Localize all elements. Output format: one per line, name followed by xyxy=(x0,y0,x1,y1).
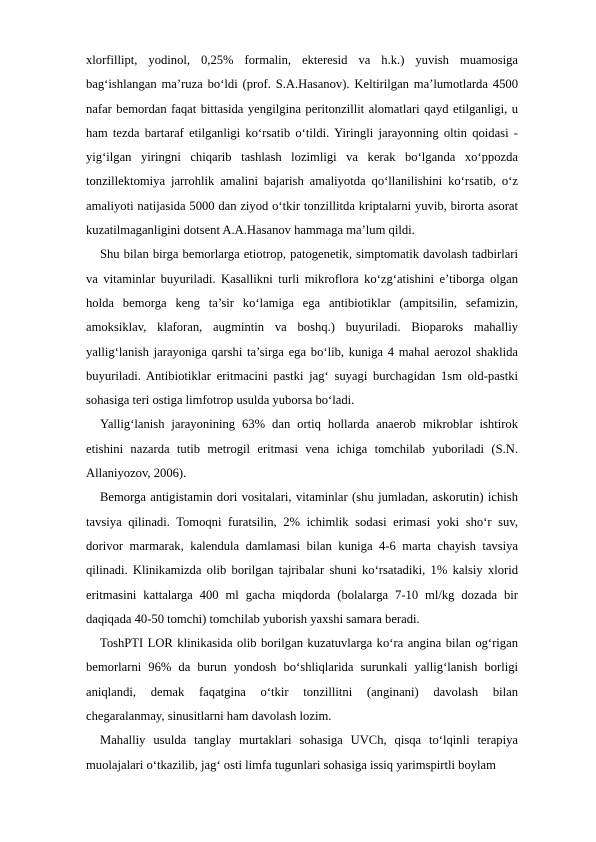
document-page xyxy=(86,48,518,777)
paragraph-6: Mahalliy usulda tanglay murtaklari sohasiga UVCh, qisqa to‘lqinli terapiya muolajalari o‘tkazilib, jag‘ osti limfa tugunlari sohasiga issiq yarimspirtli boylam xyxy=(86,733,518,772)
paragraph-1: xlorfillipt, yodinol, 0,25% formalin, ekteresid va h.k.) yuvish muamosiga bag‘ishlangan ma’ruza bo‘ldi (prof. S.A.Hasanov). Keltirilgan ma’lumotlarda 4500 nafar bemordan faqat bittasida yengilgina peritonzillit alomatlari qayd etilganligi, u ham tezda bartaraf etilganligi ko‘rsatib o‘tildi. Yiringli jarayonning oltin qoidasi - yig‘ilgan yiringni chiqarib tashlash lozimligi va kerak bo‘lganda xo‘ppozda tonzillektomiya jarrohlik amalini bajarish amaliyotda qo‘llanilishini ko‘rsatib, o‘z amaliyoti natijasida 5000 dan ziyod o‘tkir tonzillitda kriptalarni yuvib, birorta asorat kuzatilmaganligini dotsent A.A.Hasanov hammaga ma’lum qildi. xyxy=(86,53,518,238)
paragraph-2: Shu bilan birga bemorlarga etiotrop, patogenetik, simptomatik davolash tadbirlari va vitaminlar buyuriladi. Kasallikni turli mikroflora ko‘zg‘atishini e’tiborga olgan holda bemorga keng ta’sir ko‘lamiga ega antibiotiklar (ampitsilin, sefamizin, amoksiklav, klaforan, augmintin va boshq.) buyuriladi. Bioparoks mahalliy yallig‘lanish jarayoniga qarshi ta’sirga ega bo‘lib, kuniga 4 mahal aerozol shaklida buyuriladi. Antibiotiklar eritmacini pastki jag‘ suyagi burchagidan 1sm old-pastki sohasiga teri ostiga limfotrop usulda yuborsa bo‘ladi. xyxy=(86,247,518,408)
paragraph-3: Yallig‘lanish jarayonining 63% dan ortiq hollarda anaerob mikroblar ishtirok etishini nazarda tutib metrogil eritmasi vena ichiga tomchilab yuboriladi (S.N. Allaniyozov, 2006). xyxy=(86,417,518,481)
paragraph-4: Bemorga antigistamin dori vositalari, vitaminlar (shu jumladan, askorutin) ichish tavsiya qilinadi. Tomoqni furatsilin, 2% ichimlik sodasi erimasi yoki sho‘r suv, dorivor marmarak, kalendula damlamasi bilan kuniga 4-6 marta chayish tavsiya qilinadi. Klinikamizda olib borilgan tajribalar shuni ko‘rsatadiki, 1% kalsiy xlorid eritmasini kattalarga 400 ml gacha miqdorda (bolalarga 7-10 ml/kg dozada bir daqiqada 40-50 tomchi) tomchilab yuborish yaxshi samara beradi. xyxy=(86,490,518,626)
paragraph-5: ToshPTI LOR klinikasida olib borilgan kuzatuvlarga ko‘ra angina bilan og‘rigan bemorlarni 96% da burun yondosh bo‘shliqlarida surunkali yallig‘lanish borligi aniqlandi, demak faqatgina o‘tkir tonzillitni (anginani) davolash bilan chegaralanmay, sinusitlarni ham davolash lozim. xyxy=(86,636,518,724)
